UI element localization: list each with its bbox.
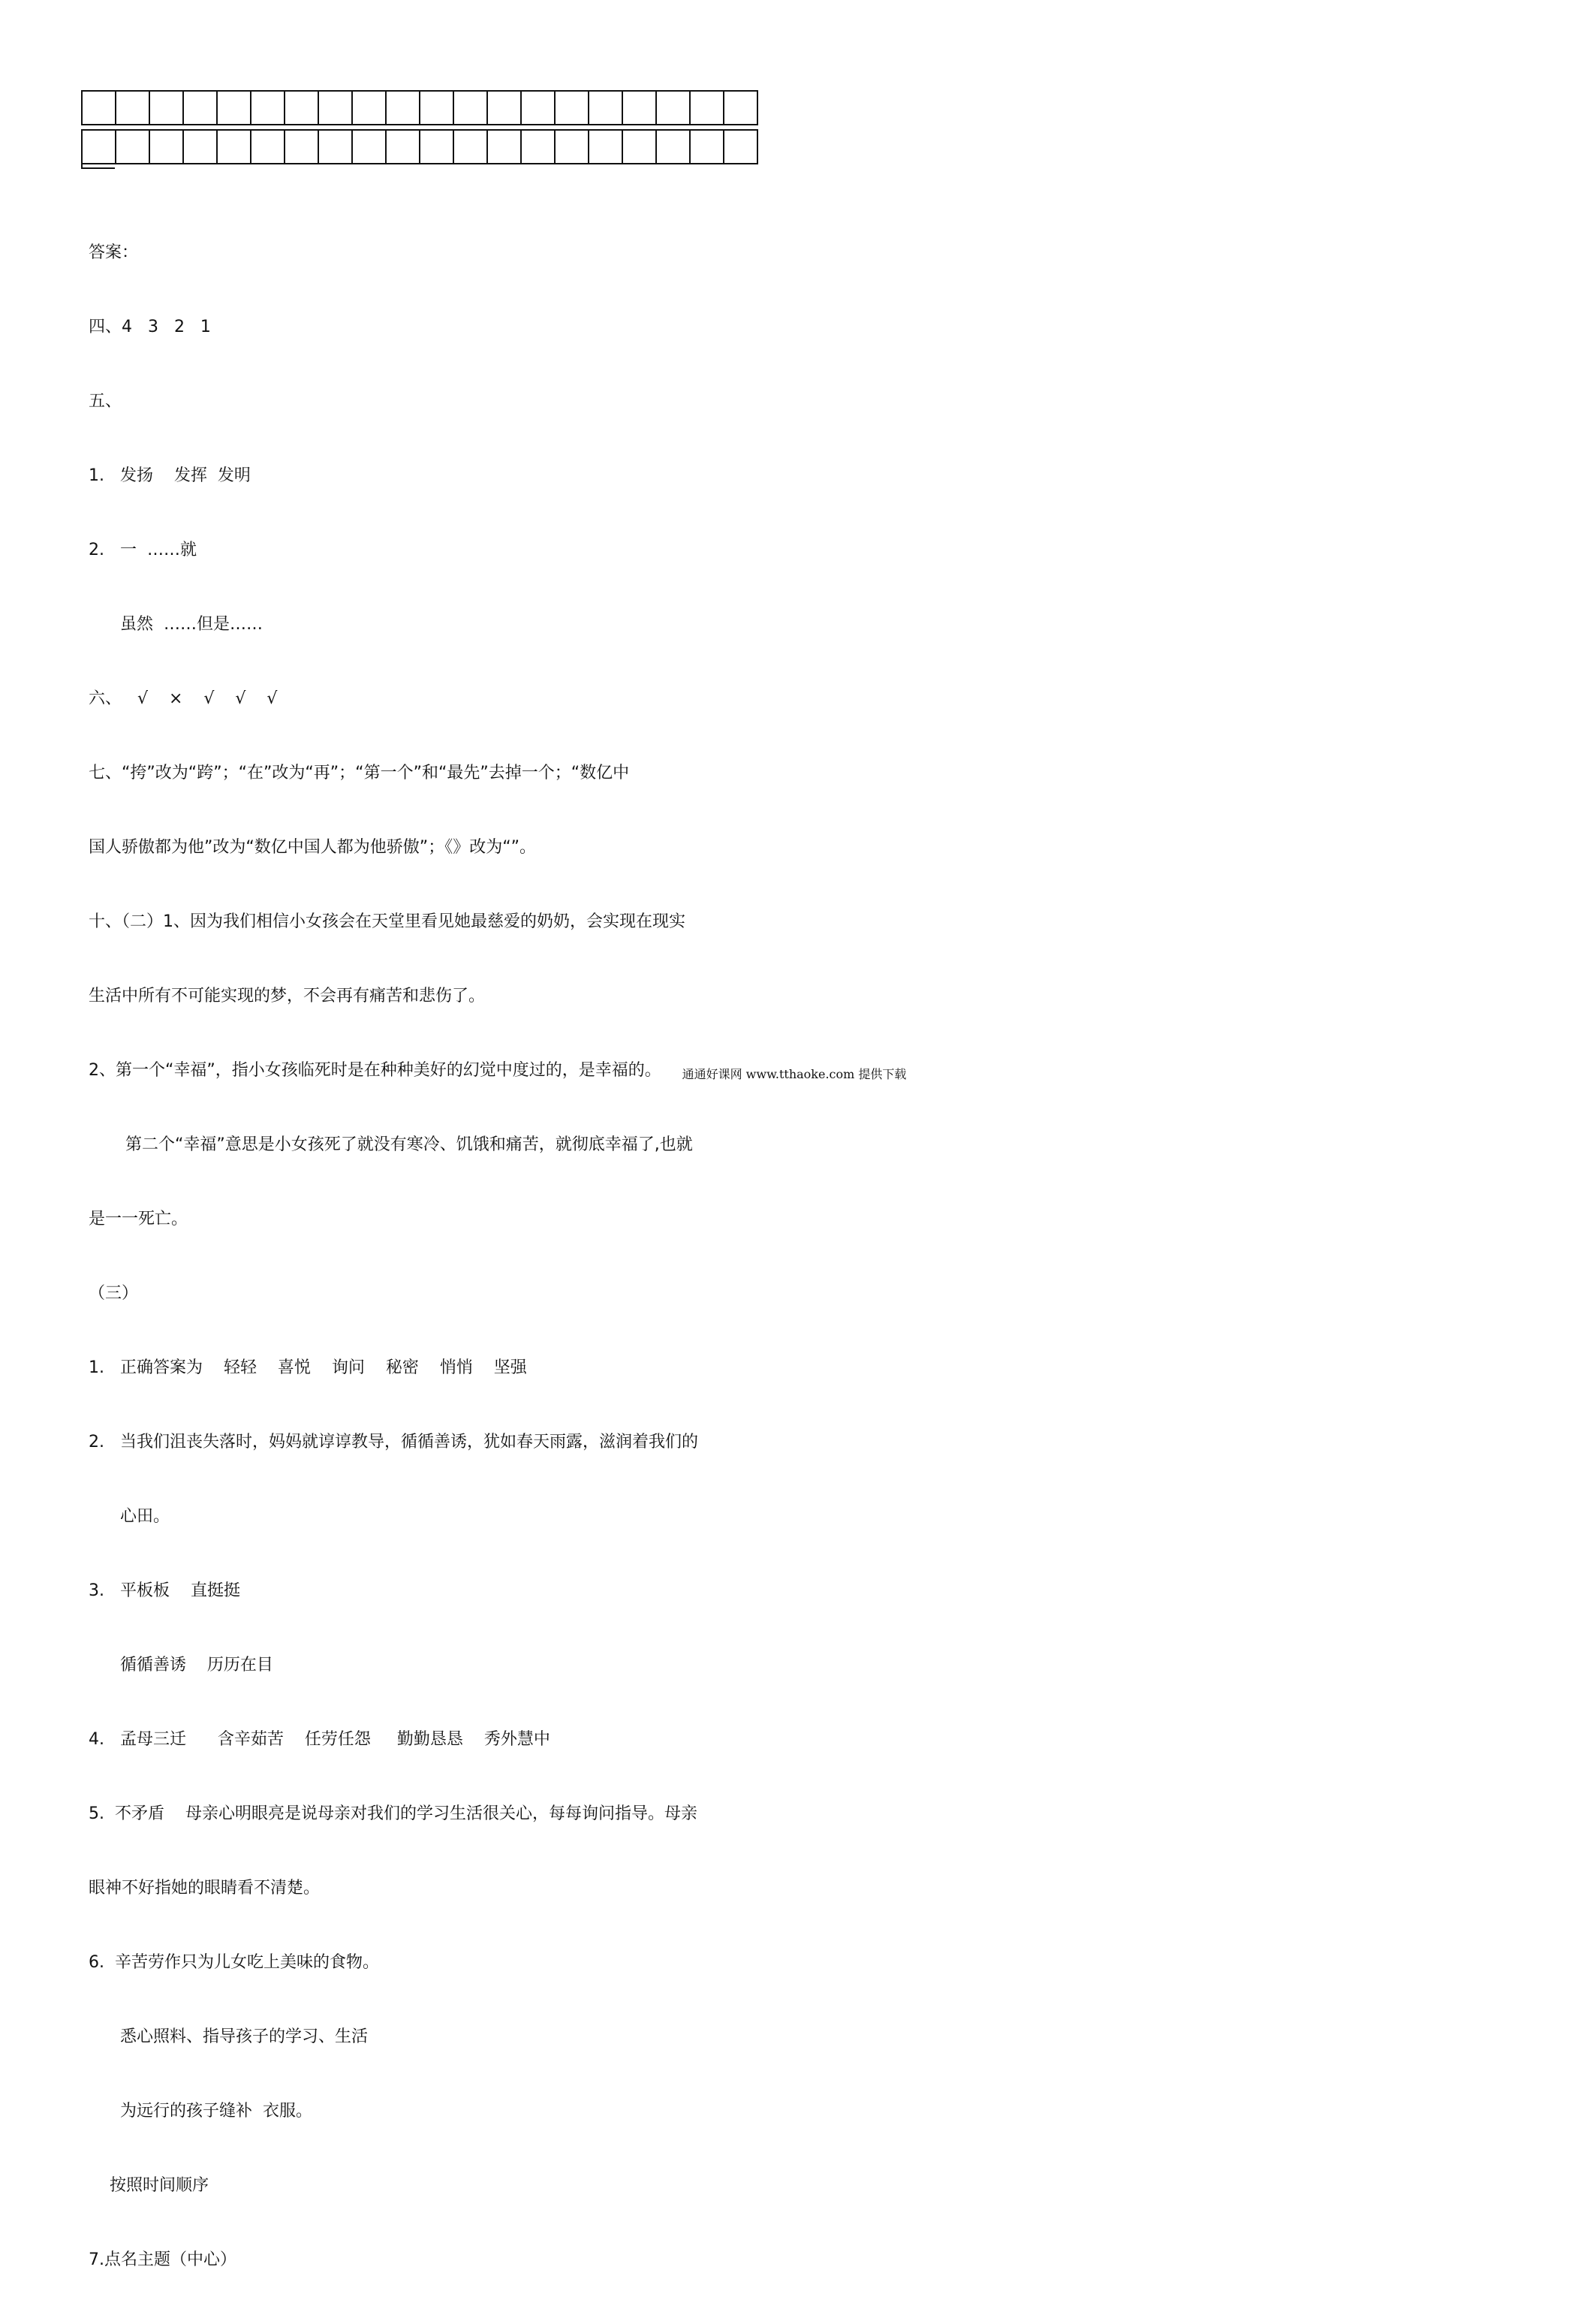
footer-text: 通通好课网 www.tthaoke.com 提供下载 xyxy=(682,1067,907,1081)
grid-cell xyxy=(420,92,454,125)
grid-cell xyxy=(623,92,657,125)
answer-line: 2. 一 ……就 xyxy=(89,541,197,559)
page-footer xyxy=(0,1065,1596,1082)
grid-cell xyxy=(184,92,218,125)
grid-cell xyxy=(353,92,387,125)
grid-cell xyxy=(218,131,251,164)
writing-grid-row-2 xyxy=(81,129,758,164)
grid-cell xyxy=(691,131,724,164)
answer-line: 六、 √ × √ √ √ xyxy=(89,689,278,708)
grid-cell xyxy=(556,131,589,164)
grid-cell xyxy=(589,131,623,164)
grid-cell xyxy=(589,92,623,125)
answer-line: 第二个“幸福”意思是小女孩死了就没有寒冷、饥饿和痛苦，就彻底幸福了,也就 xyxy=(89,1135,693,1154)
grid-cell xyxy=(420,131,454,164)
answer-line: 心田。 xyxy=(89,1507,170,1526)
grid-cell xyxy=(387,131,420,164)
grid-cell xyxy=(116,92,150,125)
answer-line: 2. 当我们沮丧失落时，妈妈就谆谆教导，循循善诱，犹如春天雨露，滋润着我们的 xyxy=(89,1433,698,1451)
answer-line: 生活中所有不可能实现的梦，不会再有痛苦和悲伤了。 xyxy=(89,987,486,1005)
grid-cell xyxy=(724,92,758,125)
answer-line: 眼神不好指她的眼睛看不清楚。 xyxy=(89,1879,321,1898)
grid-cell xyxy=(218,92,251,125)
answer-line: （三） xyxy=(89,1284,139,1303)
grid-cell xyxy=(454,92,488,125)
grid-cell xyxy=(83,92,116,125)
grid-cell xyxy=(556,92,589,125)
grid-cell xyxy=(691,92,724,125)
answer-line: 为远行的孩子缝补 衣服。 xyxy=(89,2102,312,2121)
grid-cell xyxy=(522,92,556,125)
answer-line: 悉心照料、指导孩子的学习、生活 xyxy=(89,2027,368,2046)
answer-line: 4. 孟母三迁 含辛茹苦 任劳任怨 勤勤恳恳 秀外慧中 xyxy=(89,1730,550,1749)
grid-cell xyxy=(319,131,353,164)
answer-line: 十、（二）1、因为我们相信小女孩会在天堂里看见她最慈爱的奶奶，会实现在现实 xyxy=(89,912,685,931)
grid-cell xyxy=(623,131,657,164)
answer-line: 2、第一个“幸福”，指小女孩临死时是在种种美好的幻觉中度过的，是幸福的。 xyxy=(89,1061,661,1080)
grid-cell xyxy=(285,131,319,164)
grid-cell xyxy=(522,131,556,164)
grid-cell xyxy=(387,92,420,125)
answer-line: 7.点名主题（中心） xyxy=(89,2250,236,2269)
answer-key xyxy=(89,191,779,2297)
answer-line: 5. 不矛盾 母亲心明眼亮是说母亲对我们的学习生活很关心，每每询问指导。母亲 xyxy=(89,1804,697,1823)
grid-cell xyxy=(150,131,184,164)
grid-cell xyxy=(488,131,522,164)
answer-line: 七、“挎”改为“跨”；“在”改为“再”；“第一个”和“最先”去掉一个；“数亿中 xyxy=(89,764,630,782)
writing-grid-row-1 xyxy=(81,90,758,125)
grid-cell xyxy=(657,131,691,164)
answer-line: 1. 发扬 发挥 发明 xyxy=(89,466,251,485)
grid-cell xyxy=(251,92,285,125)
answer-heading: 答案： xyxy=(89,243,139,262)
grid-cell xyxy=(724,131,758,164)
answer-line: 1. 正确答案为 轻轻 喜悦 询问 秘密 悄悄 坚强 xyxy=(89,1358,527,1377)
grid-cell xyxy=(83,131,116,164)
grid-underline-mark xyxy=(81,163,115,169)
grid-cell xyxy=(285,92,319,125)
grid-cell xyxy=(657,92,691,125)
answer-line: 虽然 ……但是…… xyxy=(89,615,263,634)
answer-line: 3. 平板板 直挺挺 xyxy=(89,1581,240,1600)
answer-line: 是一一死亡。 xyxy=(89,1210,188,1228)
grid-cell xyxy=(488,92,522,125)
grid-cell xyxy=(319,92,353,125)
answer-line: 按照时间顺序 xyxy=(89,2176,209,2195)
answer-line: 四、4 3 2 1 xyxy=(89,318,211,336)
answer-line: 循循善诱 历历在目 xyxy=(89,1656,273,1675)
answer-line: 6. 辛苦劳作只为儿女吃上美味的食物。 xyxy=(89,1953,379,1972)
answer-line: 国人骄傲都为他”改为“数亿中国人都为他骄傲”；《》改为“”。 xyxy=(89,838,536,857)
grid-cell xyxy=(353,131,387,164)
grid-cell xyxy=(116,131,150,164)
answer-line: 五、 xyxy=(89,392,122,411)
grid-cell xyxy=(454,131,488,164)
grid-cell xyxy=(150,92,184,125)
grid-cell xyxy=(251,131,285,164)
grid-cell xyxy=(184,131,218,164)
